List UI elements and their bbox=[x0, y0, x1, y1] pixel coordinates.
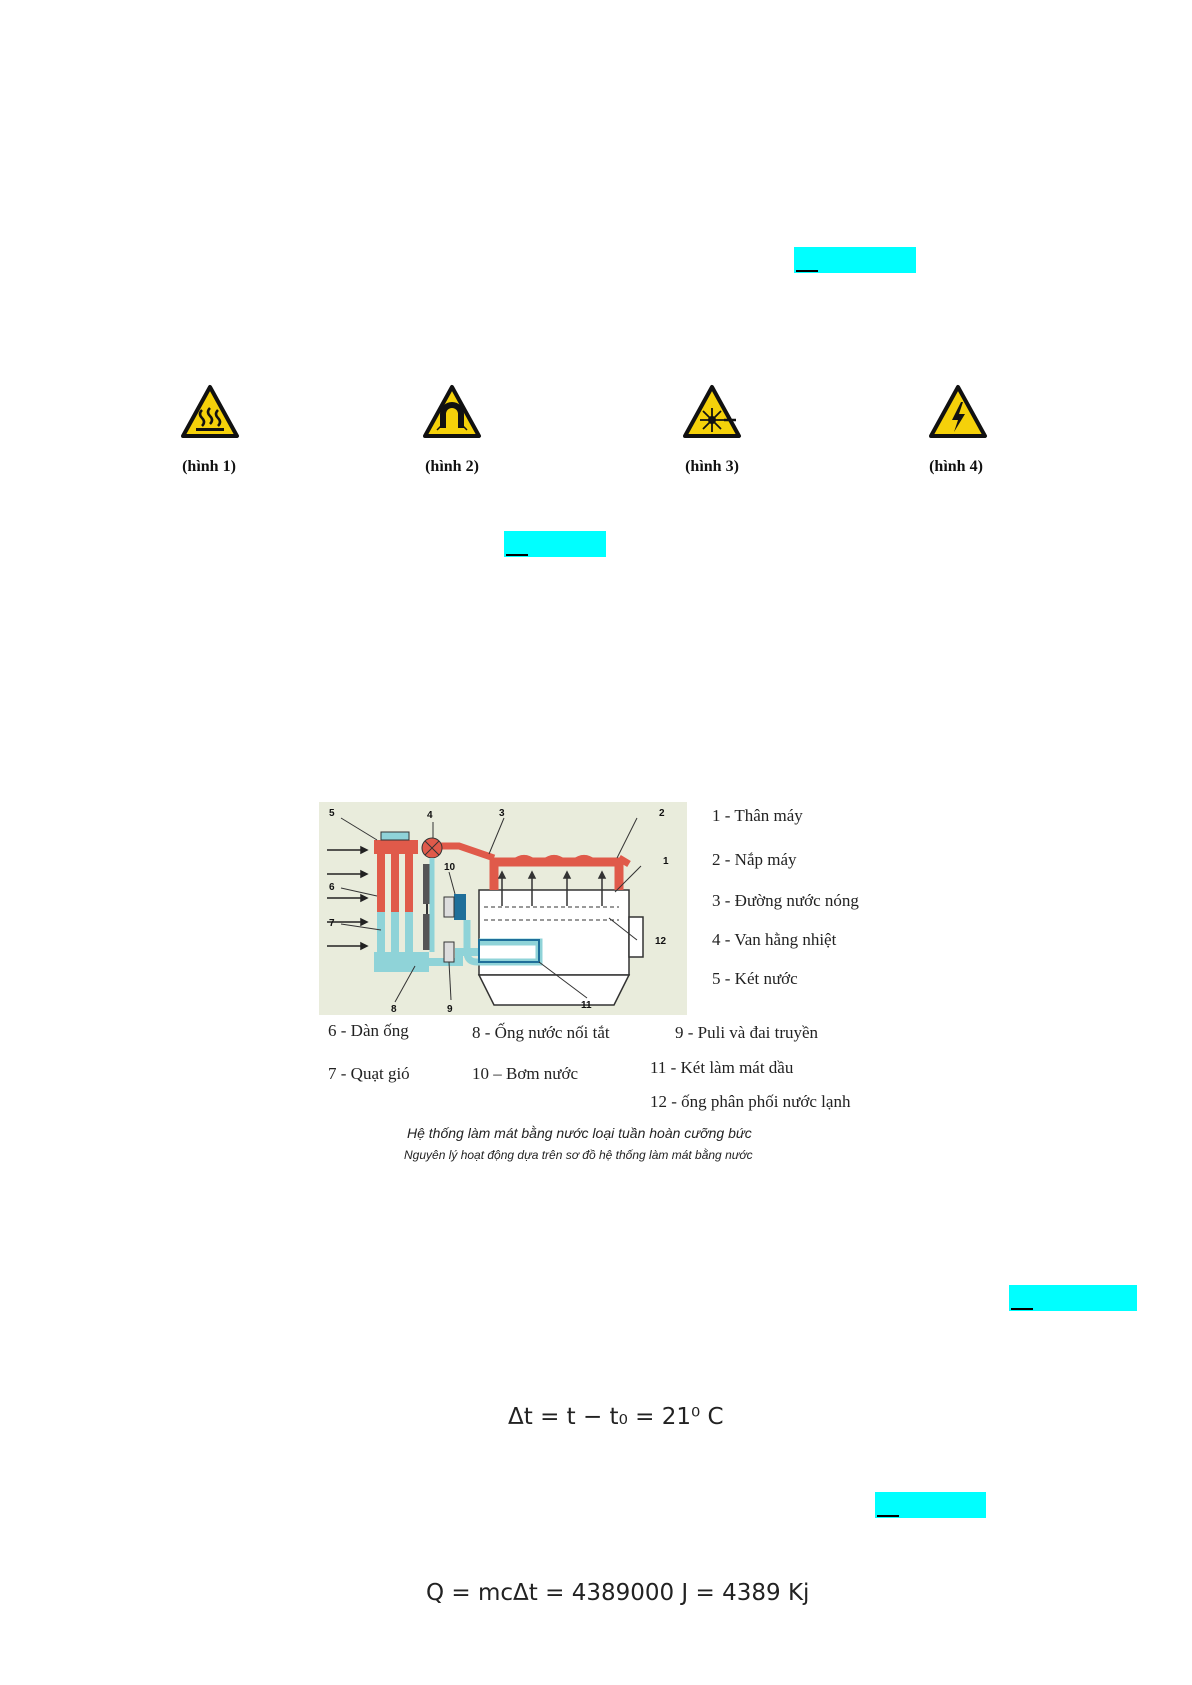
diagram-caption-title: Hệ thống làm mát bằng nước loại tuần hoàn cưỡng bức bbox=[407, 1125, 752, 1141]
diagram-number-6: 6 bbox=[329, 882, 335, 893]
diagram-number-2: 2 bbox=[659, 808, 665, 819]
diagram-number-7: 7 bbox=[329, 918, 335, 929]
diagram-number-12: 12 bbox=[655, 936, 667, 947]
hot-surface-warning-icon bbox=[180, 384, 240, 440]
cooling-system-diagram bbox=[319, 802, 687, 1015]
diagram-number-1: 1 bbox=[663, 856, 669, 867]
diagram-number-11: 11 bbox=[581, 1000, 592, 1011]
temperature-change-formula: Δt = t − t₀ = 21⁰ C bbox=[508, 1404, 724, 1430]
sign-caption-1: (hình 1) bbox=[182, 458, 236, 475]
legend-item-11: 11 - Két làm mát dầu bbox=[650, 1058, 794, 1077]
legend-item-1: 1 - Thân máy bbox=[712, 806, 803, 825]
legend-item-3: 3 - Đường nước nóng bbox=[712, 891, 859, 910]
diagram-number-4: 4 bbox=[427, 810, 433, 821]
diagram-number-5: 5 bbox=[329, 808, 335, 819]
electric-shock-warning-icon bbox=[928, 384, 988, 440]
answer-highlight-3 bbox=[1009, 1285, 1137, 1311]
legend-item-12: 12 - ống phân phối nước lạnh bbox=[650, 1092, 851, 1111]
sign-caption-2: (hình 2) bbox=[425, 458, 479, 475]
sign-caption-3: (hình 3) bbox=[685, 458, 739, 475]
answer-highlight-4 bbox=[875, 1492, 986, 1518]
legend-item-8: 8 - Ống nước nối tắt bbox=[472, 1023, 610, 1042]
answer-highlight-1 bbox=[794, 247, 916, 273]
legend-item-10: 10 – Bơm nước bbox=[472, 1064, 579, 1083]
legend-item-4: 4 - Van hằng nhiệt bbox=[712, 930, 837, 949]
magnetic-field-warning-icon bbox=[422, 384, 482, 440]
legend-item-9: 9 - Puli và đai truyền bbox=[675, 1023, 819, 1042]
diagram-number-8: 8 bbox=[391, 1004, 397, 1015]
legend-item-6: 6 - Dàn ống bbox=[328, 1021, 409, 1040]
diagram-number-3: 3 bbox=[499, 808, 505, 819]
heat-formula: Q = mcΔt = 4389000 J = 4389 Kj bbox=[426, 1580, 810, 1606]
legend-item-7: 7 - Quạt gió bbox=[328, 1064, 410, 1083]
sign-caption-4: (hình 4) bbox=[929, 458, 983, 475]
answer-highlight-2 bbox=[504, 531, 606, 557]
cooling-system-illustration bbox=[319, 802, 687, 1015]
laser-warning-icon bbox=[682, 384, 742, 440]
diagram-caption-subtitle: Nguyên lý hoạt động dựa trên sơ đồ hệ thống làm mát bằng nước bbox=[404, 1148, 753, 1162]
legend-item-2: 2 - Nắp máy bbox=[712, 850, 797, 869]
diagram-number-9: 9 bbox=[447, 1004, 453, 1015]
diagram-number-10: 10 bbox=[444, 862, 456, 873]
legend-item-5: 5 - Két nước bbox=[712, 969, 798, 988]
